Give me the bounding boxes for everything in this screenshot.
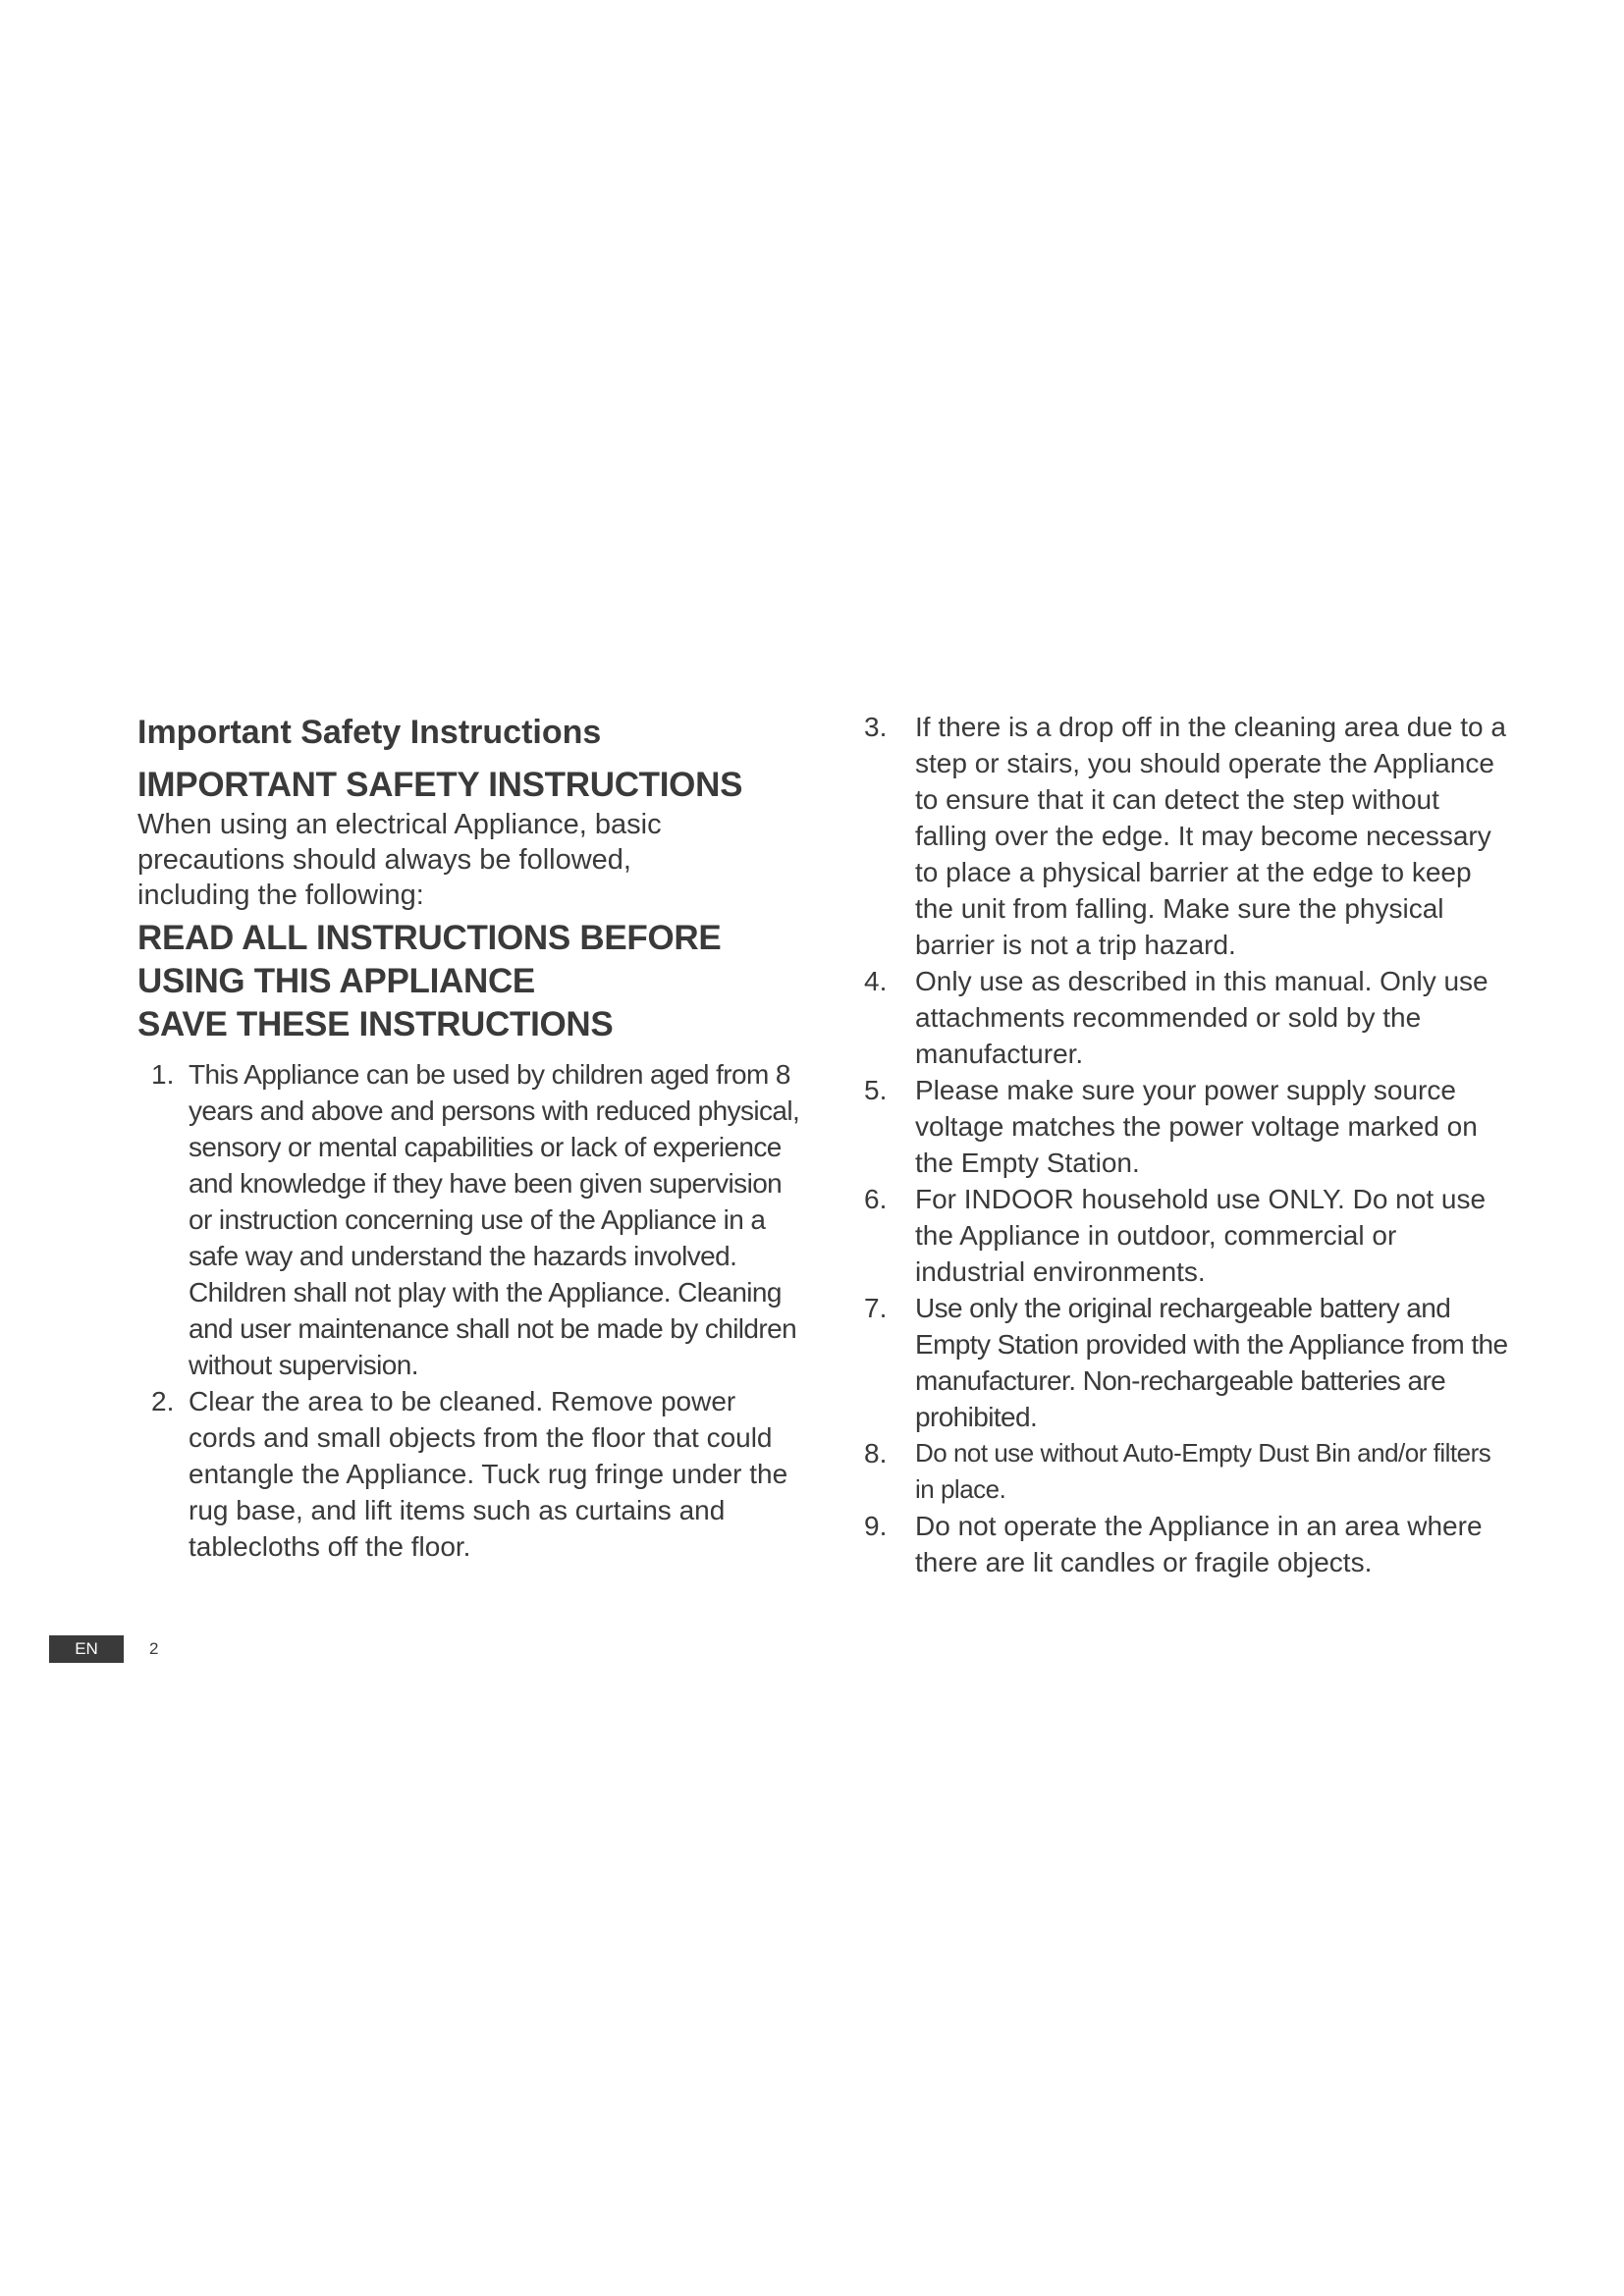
section-title: Important Safety Instructions (137, 714, 602, 751)
intro-paragraph (137, 807, 805, 913)
item-number: 3. (864, 712, 888, 742)
item-text: This Appliance can be used by children aged from 8 years and above and persons with reduced physical, sensory or mental capabilities or lack of experience and knowledge if they have been given supervision or instruction concerning use of the Appliance in a safe way and understand the hazards involved. Children shall not play with the Appliance. Cleaning and user maintenance shall not be made by children without supervision. (189, 1059, 800, 1380)
item-number: 5. (864, 1075, 888, 1105)
list-item (864, 709, 1512, 963)
item-text: Please make sure your power supply source voltage matches the power voltage marked on the Empty Station. (915, 1075, 1478, 1178)
list-item (864, 1435, 1512, 1508)
language-tab: EN (49, 1635, 124, 1663)
item-text: For INDOOR household use ONLY. Do not use the Appliance in outdoor, commercial or industrial environments. (915, 1184, 1487, 1287)
item-number: 8. (864, 1438, 888, 1468)
item-number: 7. (864, 1293, 888, 1323)
list-item (864, 1072, 1512, 1181)
save-instructions-heading: SAVE THESE INSTRUCTIONS (137, 1005, 614, 1043)
item-text: If there is a drop off in the cleaning area due to a step or stairs, you should operate the Appliance to ensure that it can detect the step without falling over the edge. It may become necessary to place a physical barrier at the edge to keep the unit from falling. Make sure the physical barrier is not a trip hazard. (915, 712, 1506, 960)
list-item (864, 1290, 1512, 1435)
item-text: Use only the original rechargeable battery and Empty Station provided with the Appliance from the manufacturer. Non-rechargeable batteries are prohibited. (915, 1293, 1508, 1432)
item-text: Do not use without Auto-Empty Dust Bin and/or filters in place. (915, 1438, 1491, 1504)
item-number: 6. (864, 1184, 888, 1214)
intro-line: precautions should always be followed, (137, 844, 631, 876)
item-number: 9. (864, 1511, 888, 1541)
list-item (864, 1508, 1512, 1580)
read-all-line: READ ALL INSTRUCTIONS BEFORE (137, 919, 722, 957)
right-column (864, 709, 1512, 1580)
list-item (137, 1383, 805, 1565)
item-text: Do not operate the Appliance in an area where there are lit candles or fragile objects. (915, 1511, 1483, 1577)
page-number: 2 (149, 1639, 159, 1658)
item-number: 4. (864, 966, 888, 996)
instruction-list-right (864, 709, 1512, 1580)
list-item (864, 1181, 1512, 1290)
read-all-heading (137, 917, 805, 1003)
important-safety-heading: IMPORTANT SAFETY INSTRUCTIONS (137, 766, 743, 804)
item-text: Only use as described in this manual. Only use attachments recommended or sold by the manufacturer. (915, 966, 1489, 1069)
instruction-list-left (137, 1056, 805, 1565)
list-item (864, 963, 1512, 1072)
list-item (137, 1056, 805, 1383)
item-number: 1. (151, 1059, 175, 1090)
item-number: 2. (151, 1386, 175, 1416)
intro-line: When using an electrical Appliance, basic (137, 809, 662, 840)
item-text: Clear the area to be cleaned. Remove power cords and small objects from the floor that could entangle the Appliance. Tuck rug fringe under the rug base, and lift items such as curtains and tablecloths off the floor. (189, 1386, 788, 1562)
left-column (137, 709, 805, 1565)
intro-line: including the following: (137, 880, 424, 911)
read-all-line: USING THIS APPLIANCE (137, 962, 535, 1000)
